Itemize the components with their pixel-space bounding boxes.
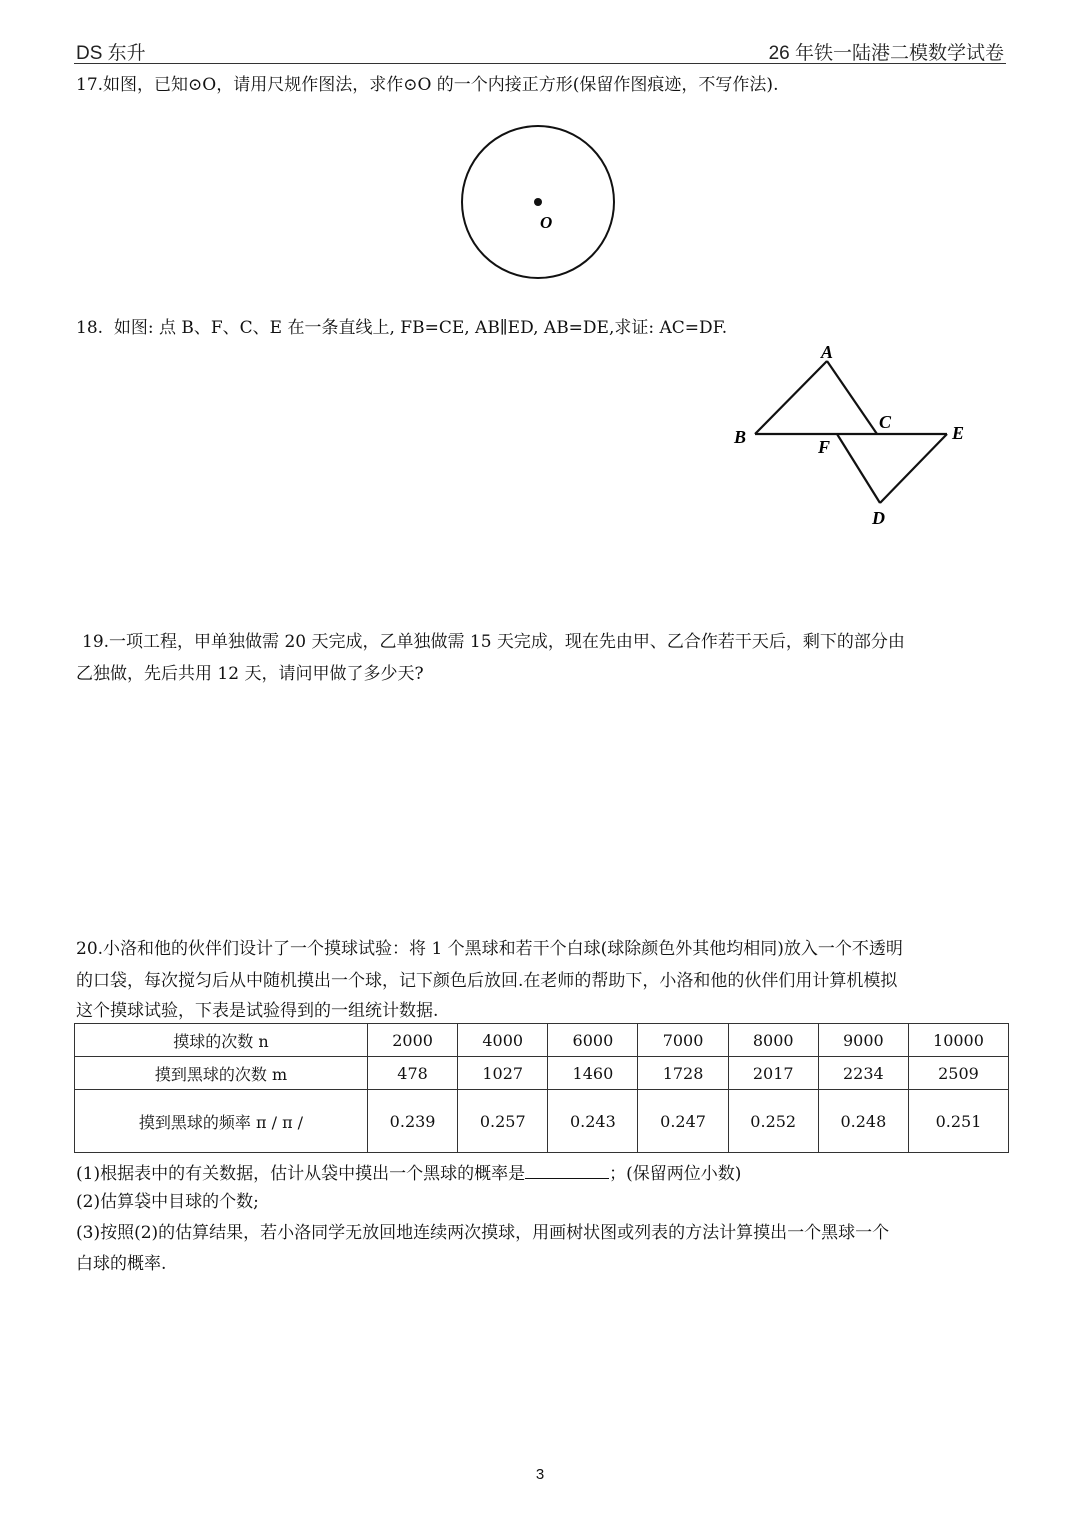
header-right: 26 年铁一陆港二模数学试卷 bbox=[768, 43, 1004, 64]
segment-de bbox=[880, 434, 947, 503]
table-cell: 2017 bbox=[728, 1057, 818, 1090]
label-e: E bbox=[952, 423, 965, 443]
center-label: O bbox=[540, 213, 553, 232]
table-cell: 2234 bbox=[818, 1057, 908, 1090]
subquestion-1 bbox=[76, 1159, 741, 1189]
label-f: F bbox=[818, 437, 831, 457]
subquestion-1-note: ；(保留两位小数) bbox=[609, 1164, 742, 1184]
center-point bbox=[534, 198, 542, 206]
header-left: DS 东升 bbox=[76, 43, 146, 64]
question-18-text: 18. 如图: 点 B、F、C、E 在一条直线上, FB=CE, AB∥ED, AB=DE,求证: AC=DF. bbox=[76, 318, 728, 338]
table-cell: 1027 bbox=[458, 1057, 548, 1090]
table-cell: 0.252 bbox=[728, 1090, 818, 1153]
answer-blank[interactable] bbox=[525, 1160, 609, 1179]
table-cell: 2509 bbox=[908, 1057, 1008, 1090]
table-cell: 1460 bbox=[548, 1057, 638, 1090]
table-cell: 0.257 bbox=[458, 1090, 548, 1153]
statistics-table bbox=[74, 1023, 1009, 1153]
label-b: B bbox=[734, 427, 747, 447]
table-cell: 0.243 bbox=[548, 1090, 638, 1153]
table-cell: 478 bbox=[368, 1057, 458, 1090]
question-19-line1: 19.一项工程，甲单独做需 20 天完成，乙单独做需 15 天完成，现在先由甲、乙合作若干天后，剩下的部分由 bbox=[82, 632, 905, 652]
question-17-text: 17.如图，已知⊙O，请用尺规作图法，求作⊙O 的一个内接正方形(保留作图痕迹，不写作法). bbox=[76, 75, 779, 95]
table-row-black-count bbox=[75, 1057, 1009, 1090]
table-cell: 0.251 bbox=[908, 1090, 1008, 1153]
segment-ac bbox=[827, 361, 877, 434]
triangles-figure bbox=[720, 335, 980, 535]
label-a: A bbox=[821, 342, 834, 362]
table-cell: 8000 bbox=[728, 1024, 818, 1057]
row-label: 摸到黑球的次数 m bbox=[75, 1057, 368, 1090]
subquestion-2: (2)估算袋中目球的个数; bbox=[76, 1192, 259, 1212]
table-cell: 7000 bbox=[638, 1024, 728, 1057]
label-c: C bbox=[879, 412, 892, 432]
question-20-line3: 这个摸球试验，下表是试验得到的一组统计数据. bbox=[76, 1001, 439, 1021]
segment-ab bbox=[755, 361, 827, 434]
table-cell: 1728 bbox=[638, 1057, 728, 1090]
table-row-trials bbox=[75, 1024, 1009, 1057]
question-20-line2: 的口袋，每次搅匀后从中随机摸出一个球，记下颜色后放回.在老师的帮助下，小洛和他的伙伴们用计算机模拟 bbox=[76, 971, 898, 991]
question-19-line2: 乙独做，先后共用 12 天，请问甲做了多少天? bbox=[76, 664, 424, 684]
segment-fd bbox=[837, 434, 880, 503]
table-cell: 4000 bbox=[458, 1024, 548, 1057]
header-rule bbox=[74, 63, 1006, 64]
table-cell: 2000 bbox=[368, 1024, 458, 1057]
page-number: 3 bbox=[535, 1466, 545, 1483]
circle-figure bbox=[455, 120, 621, 286]
subquestion-3-line2: 白球的概率. bbox=[76, 1254, 167, 1274]
row-label: 摸到黑球的频率 π / π / bbox=[75, 1090, 368, 1153]
subquestion-3-line1: (3)按照(2)的估算结果，若小洛同学无放回地连续两次摸球，用画树状图或列表的方法计算摸出一个黑球一个 bbox=[76, 1223, 890, 1243]
table-cell: 0.247 bbox=[638, 1090, 728, 1153]
row-label: 摸球的次数 n bbox=[75, 1024, 368, 1057]
subquestion-1-text: (1)根据表中的有关数据，估计从袋中摸出一个黑球的概率是 bbox=[76, 1164, 526, 1184]
label-d: D bbox=[872, 508, 885, 528]
table-cell: 10000 bbox=[908, 1024, 1008, 1057]
question-20-line1: 20.小洛和他的伙伴们设计了一个摸球试验：将 1 个黑球和若干个白球(球除颜色外其他均相同)放入一个不透明 bbox=[76, 939, 903, 959]
table-cell: 0.248 bbox=[818, 1090, 908, 1153]
table-cell: 0.239 bbox=[368, 1090, 458, 1153]
table-cell: 9000 bbox=[818, 1024, 908, 1057]
table-cell: 6000 bbox=[548, 1024, 638, 1057]
table-row-frequency bbox=[75, 1090, 1009, 1153]
